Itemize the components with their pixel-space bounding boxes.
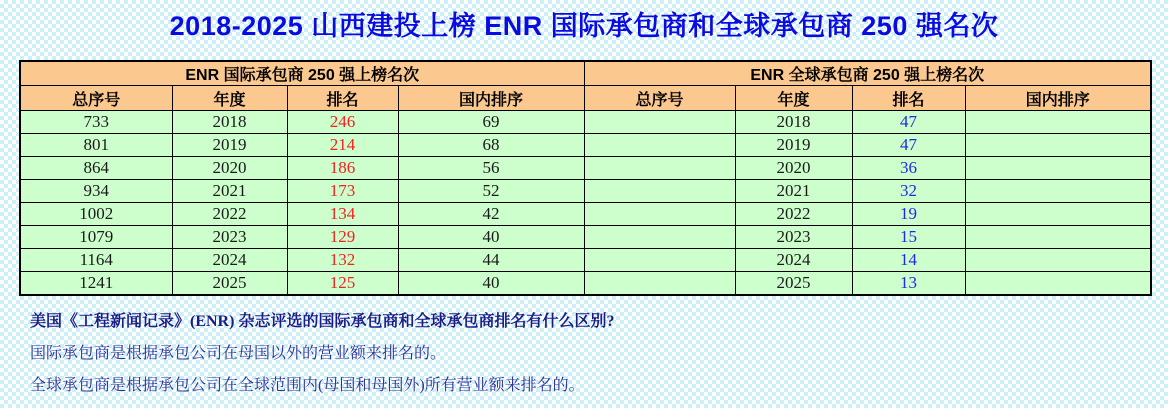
cell-global-seq [584,203,735,226]
cell-intl-domestic: 44 [398,249,584,272]
cell-global-year: 2025 [735,272,852,296]
cell-intl-year: 2023 [172,226,287,249]
section-header-row [20,61,1151,86]
col-header-global-domestic: 国内排序 [965,86,1151,111]
cell-intl-rank: 125 [287,272,398,296]
note-global-definition: 全球承包商是根据承包公司在全球范围内(母国和母国外)所有营业额来排名的。 [30,377,585,394]
cell-intl-rank: 132 [287,249,398,272]
note-international-definition: 国际承包商是根据承包公司在母国以外的营业额来排名的。 [30,345,447,362]
cell-intl-rank: 246 [287,111,398,134]
cell-intl-year: 2024 [172,249,287,272]
table-row [20,249,1151,272]
cell-global-rank: 32 [852,180,965,203]
table-row [20,226,1151,249]
table-row [20,134,1151,157]
cell-intl-seq: 1079 [20,226,172,249]
col-header-global-seq: 总序号 [584,86,735,111]
col-header-intl-rank: 排名 [287,86,398,111]
col-header-intl-seq: 总序号 [20,86,172,111]
cell-global-seq [584,226,735,249]
col-header-global-rank: 排名 [852,86,965,111]
cell-global-rank: 14 [852,249,965,272]
cell-global-domestic [965,226,1151,249]
cell-intl-year: 2022 [172,203,287,226]
col-header-global-year: 年度 [735,86,852,111]
cell-global-domestic [965,180,1151,203]
table-row [20,272,1151,296]
cell-global-domestic [965,249,1151,272]
cell-global-rank: 15 [852,226,965,249]
cell-global-domestic [965,111,1151,134]
cell-intl-seq: 864 [20,157,172,180]
cell-global-domestic [965,157,1151,180]
notes-section [30,312,1150,408]
cell-global-seq [584,180,735,203]
column-header-row [20,86,1151,111]
cell-global-year: 2018 [735,111,852,134]
cell-global-domestic [965,272,1151,296]
cell-global-year: 2021 [735,180,852,203]
cell-intl-seq: 1164 [20,249,172,272]
cell-global-year: 2023 [735,226,852,249]
cell-intl-seq: 733 [20,111,172,134]
table-row [20,203,1151,226]
cell-global-rank: 47 [852,134,965,157]
cell-intl-rank: 214 [287,134,398,157]
cell-intl-domestic: 68 [398,134,584,157]
table-row [20,180,1151,203]
cell-intl-seq: 1241 [20,272,172,296]
cell-intl-year: 2019 [172,134,287,157]
cell-intl-year: 2021 [172,180,287,203]
cell-global-year: 2022 [735,203,852,226]
note-question: 美国《工程新闻记录》(ENR) 杂志评选的国际承包商和全球承包商排名有什么区别? [30,313,615,330]
cell-global-seq [584,249,735,272]
cell-global-seq [584,272,735,296]
cell-intl-rank: 186 [287,157,398,180]
cell-intl-domestic: 52 [398,180,584,203]
cell-intl-rank: 173 [287,180,398,203]
cell-intl-year: 2025 [172,272,287,296]
cell-intl-domestic: 42 [398,203,584,226]
cell-intl-domestic: 69 [398,111,584,134]
cell-intl-domestic: 56 [398,157,584,180]
cell-global-rank: 47 [852,111,965,134]
cell-intl-rank: 134 [287,203,398,226]
section-header-global: ENR 全球承包商 250 强上榜名次 [584,61,1151,86]
cell-global-domestic [965,203,1151,226]
cell-global-seq [584,111,735,134]
table-row [20,157,1151,180]
table-body [20,111,1151,296]
section-header-international: ENR 国际承包商 250 强上榜名次 [20,61,584,86]
cell-intl-seq: 934 [20,180,172,203]
cell-global-seq [584,134,735,157]
col-header-intl-year: 年度 [172,86,287,111]
page-title: 2018-2025 山西建投上榜 ENR 国际承包商和全球承包商 250 强名次 [169,11,999,41]
cell-global-year: 2019 [735,134,852,157]
cell-intl-seq: 1002 [20,203,172,226]
enr-ranking-table [19,60,1152,296]
cell-global-rank: 19 [852,203,965,226]
cell-intl-domestic: 40 [398,272,584,296]
cell-global-rank: 36 [852,157,965,180]
cell-intl-domestic: 40 [398,226,584,249]
cell-intl-rank: 129 [287,226,398,249]
cell-global-rank: 13 [852,272,965,296]
cell-intl-year: 2020 [172,157,287,180]
cell-global-seq [584,157,735,180]
col-header-intl-domestic: 国内排序 [398,86,584,111]
cell-intl-year: 2018 [172,111,287,134]
cell-intl-seq: 801 [20,134,172,157]
cell-global-domestic [965,134,1151,157]
cell-global-year: 2020 [735,157,852,180]
table-row [20,111,1151,134]
cell-global-year: 2024 [735,249,852,272]
